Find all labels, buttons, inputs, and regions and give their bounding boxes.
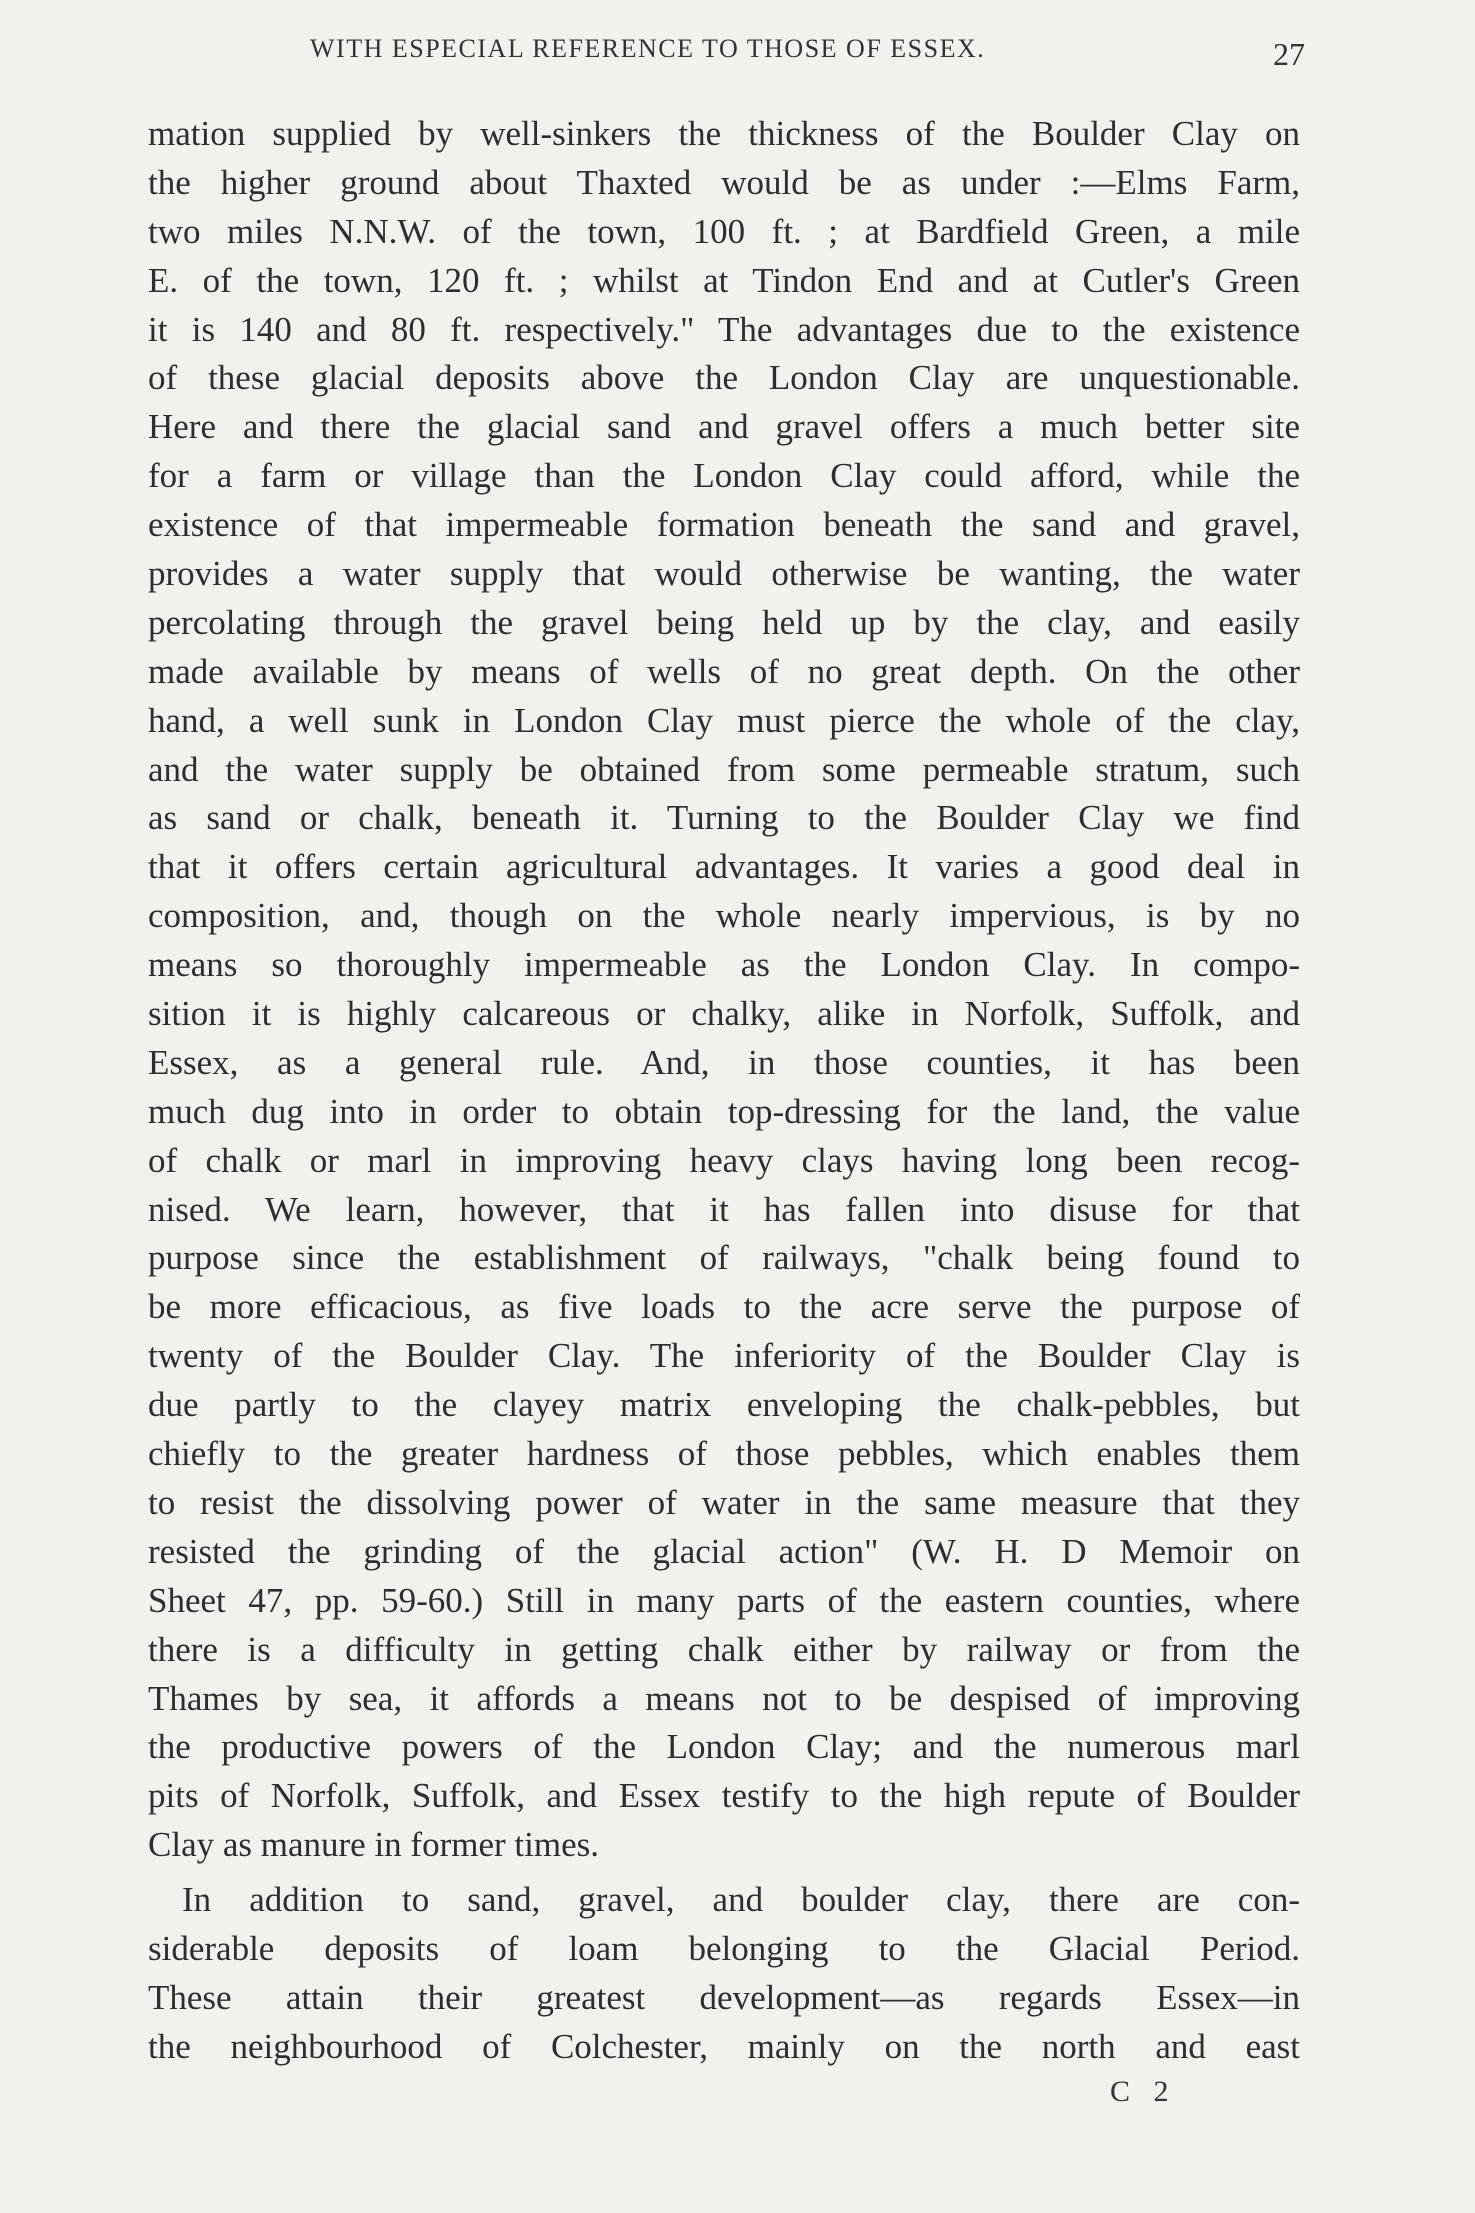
text-line: Sheet 47, pp. 59-60.) Still in many parts of the eastern counties, where — [148, 1580, 1300, 1620]
text-line: Essex, as a general rule. And, in those counties, it has been — [148, 1042, 1300, 1082]
text-line: nised. We learn, however, that it has fallen into disuse for that — [148, 1189, 1300, 1229]
text-line: resisted the grinding of the glacial action" (W. H. D Memoir on — [148, 1531, 1300, 1571]
text-line: of chalk or marl in improving heavy clays having long been recog- — [148, 1140, 1300, 1180]
text-line: siderable deposits of loam belonging to the Glacial Period. — [148, 1928, 1300, 1968]
text-line: much dug into in order to obtain top-dressing for the land, the value — [148, 1091, 1300, 1131]
text-line: that it offers certain agricultural advantages. It varies a good deal in — [148, 847, 1300, 887]
signature-mark: C 2 — [1110, 2075, 1177, 2108]
text-line: as sand or chalk, beneath it. Turning to the Boulder Clay we find — [148, 798, 1300, 838]
text-line: there is a difficulty in getting chalk either by railway or from the — [148, 1629, 1300, 1669]
text-line: percolating through the gravel being held up by the clay, and easily — [148, 602, 1300, 642]
text-line: due partly to the clayey matrix enveloping the chalk-pebbles, but — [148, 1385, 1300, 1425]
running-title: WITH ESPECIAL REFERENCE TO THOSE OF ESSEX. — [310, 34, 986, 63]
text-line: made available by means of wells of no great depth. On the other — [148, 651, 1300, 691]
text-line: the productive powers of the London Clay; and the numerous marl — [148, 1727, 1300, 1767]
text-line: hand, a well sunk in London Clay must pierce the whole of the clay, — [148, 700, 1300, 740]
text-line: the neighbourhood of Colchester, mainly on the north and east — [148, 2026, 1300, 2066]
text-line: it is 140 and 80 ft. respectively." The advantages due to the existence — [148, 309, 1300, 349]
text-line: sition it is highly calcareous or chalky, alike in Norfolk, Suffolk, and — [148, 994, 1300, 1034]
text-line: the higher ground about Thaxted would be as under :—Elms Farm, — [148, 162, 1300, 202]
page-number: 27 — [1273, 36, 1305, 72]
body-text — [148, 110, 1300, 2072]
text-line: purpose since the establishment of railways, "chalk being found to — [148, 1238, 1300, 1278]
text-line: two miles N.N.W. of the town, 100 ft. ; at Bardfield Green, a mile — [148, 211, 1300, 251]
text-line: mation supplied by well-sinkers the thickness of the Boulder Clay on — [148, 114, 1300, 153]
text-line: provides a water supply that would otherwise be wanting, the water — [148, 554, 1300, 594]
text-line: pits of Norfolk, Suffolk, and Essex testify to the high repute of Boulder — [148, 1776, 1300, 1816]
text-line: Here and there the glacial sand and gravel offers a much better site — [148, 407, 1300, 447]
text-line: These attain their greatest development—as regards Essex—in — [148, 1977, 1300, 2017]
text-line: means so thoroughly impermeable as the London Clay. In compo- — [148, 945, 1300, 985]
text-line: to resist the dissolving power of water in the same measure that they — [148, 1482, 1300, 1522]
text-line: chiefly to the greater hardness of those pebbles, which enables them — [148, 1434, 1300, 1474]
text-line: E. of the town, 120 ft. ; whilst at Tindon End and at Cutler's Green — [148, 260, 1300, 300]
text-line: of these glacial deposits above the London Clay are unquestionable. — [148, 358, 1300, 398]
text-line: twenty of the Boulder Clay. The inferiority of the Boulder Clay is — [148, 1336, 1300, 1376]
text-line: be more efficacious, as five loads to the acre serve the purpose of — [148, 1287, 1300, 1327]
text-line: Clay as manure in former times. — [148, 1825, 599, 1865]
text-line: In addition to sand, gravel, and boulder clay, there are con- — [182, 1880, 1300, 1920]
text-line: Thames by sea, it affords a means not to be despised of improving — [148, 1678, 1300, 1718]
text-line: existence of that impermeable formation beneath the sand and gravel, — [148, 505, 1300, 545]
paragraph-1 — [148, 110, 1300, 1870]
text-line: composition, and, though on the whole nearly impervious, is by no — [148, 896, 1300, 936]
text-line: and the water supply be obtained from some permeable stratum, such — [148, 749, 1300, 789]
paragraph-2 — [148, 1876, 1300, 2072]
text-line: for a farm or village than the London Clay could afford, while the — [148, 456, 1300, 496]
